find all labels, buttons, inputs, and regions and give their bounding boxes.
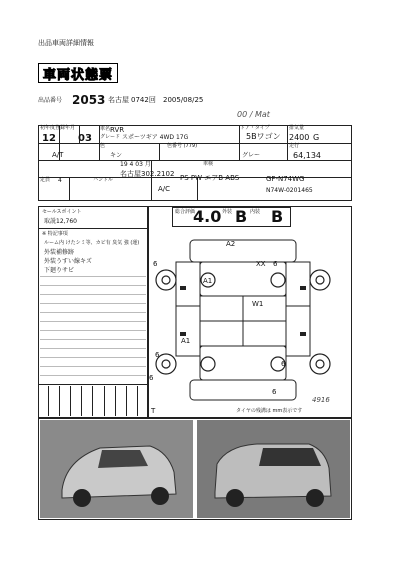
checkbox-grid: [38, 386, 148, 416]
inspection-label: 車検: [203, 161, 214, 167]
overall-label: 総合評価: [175, 209, 196, 215]
seats-label: 定員: [40, 177, 51, 183]
seats: 4: [58, 177, 62, 184]
session: 0742回: [131, 96, 156, 104]
lot-number: 2053: [72, 93, 106, 107]
color-name: グレー: [242, 152, 261, 159]
sheet-title-box: [38, 63, 118, 83]
color-value: キン: [110, 152, 122, 159]
venue: 名古屋: [108, 96, 129, 104]
front-photo: [40, 420, 193, 518]
diagram-caption: タイヤの残溝は mm表示です: [236, 408, 303, 414]
mark-tire-1: 6: [153, 260, 158, 268]
mark-front-left: A1: [203, 277, 213, 285]
auction-date: 2005/08/25: [163, 96, 204, 104]
month-value: 03: [78, 133, 92, 144]
grade-value: スポーツギア 4WD 17G: [122, 134, 189, 141]
note-line-2: 外装補修跡: [44, 249, 75, 256]
handwritten-note: 00 / Mat: [237, 110, 270, 119]
inspection-value: 19 4 03 月: [120, 161, 151, 168]
selling-points-text: 取説12,760: [44, 218, 77, 225]
chassis-number: N74W-0201465: [266, 187, 313, 194]
handle-label: ハンドル: [93, 177, 114, 183]
model-code: GF-N74WG: [266, 175, 305, 183]
selling-points-label: セールスポイント: [42, 209, 82, 215]
mark-tire-3: 6: [155, 351, 160, 359]
interior-label: 内装: [250, 209, 261, 215]
year-label: 初年度登録年月: [40, 125, 76, 131]
mark-bottom-left: T: [151, 407, 156, 415]
car-rear-image: [197, 420, 350, 518]
color-code-label: 色番号 (779): [167, 143, 198, 149]
mileage: 64,134: [293, 151, 321, 160]
mark-rear-left: A1: [181, 337, 191, 345]
mileage-label: 走行: [289, 143, 300, 149]
year-value: 12: [42, 133, 56, 144]
car-damage-diagram: [150, 232, 350, 412]
note-line-4: 下廻りサビ: [44, 267, 75, 274]
doc-title: 出品車両詳細情報: [38, 39, 94, 47]
displacement-label: 排気量: [289, 125, 305, 131]
plate-number: 名古屋302.2102: [120, 170, 175, 178]
notes-label: ※ 特記事項: [42, 231, 68, 237]
body-type-label: ドア・タイプ: [240, 125, 270, 131]
mark-right-side: W1: [252, 300, 264, 308]
lot-label: 出品番号: [38, 97, 63, 104]
exterior-grade: B: [235, 207, 248, 226]
ac-label: A/C: [158, 185, 171, 193]
interior-grade: B: [271, 207, 284, 226]
overall-grade: 4.0: [193, 207, 222, 226]
car-front-image: [40, 420, 193, 518]
sheet-title: 車両状態票: [42, 67, 113, 83]
fuel-type: G: [313, 133, 320, 142]
color-label: 色: [100, 143, 106, 149]
transmission: A/T: [52, 151, 64, 159]
displacement: 2400: [289, 133, 310, 142]
equipment: PS PW エアB ABS: [180, 174, 240, 182]
mark-tire-5: 6: [281, 360, 286, 368]
note-line-3: 外装うすい線キズ: [44, 258, 92, 265]
car-name: RVR: [110, 126, 125, 134]
body-type: 5Bワゴン: [246, 132, 281, 141]
mark-tire-2: 6: [273, 260, 278, 268]
exterior-label: 外装: [222, 209, 233, 215]
mark-roof: A2: [226, 240, 236, 248]
mark-right-top: XX: [256, 260, 266, 268]
rear-photo: [197, 420, 350, 518]
mark-tire-6: 6: [272, 388, 277, 396]
car-name-label: 車名: [100, 126, 111, 132]
grade-label: グレード: [100, 134, 121, 140]
side-note: 4916: [312, 396, 330, 404]
mark-tire-4: 6: [149, 374, 154, 382]
note-line-1: ルーム内 けたシミ等、カビ有 臭気 強 (運): [44, 240, 140, 246]
